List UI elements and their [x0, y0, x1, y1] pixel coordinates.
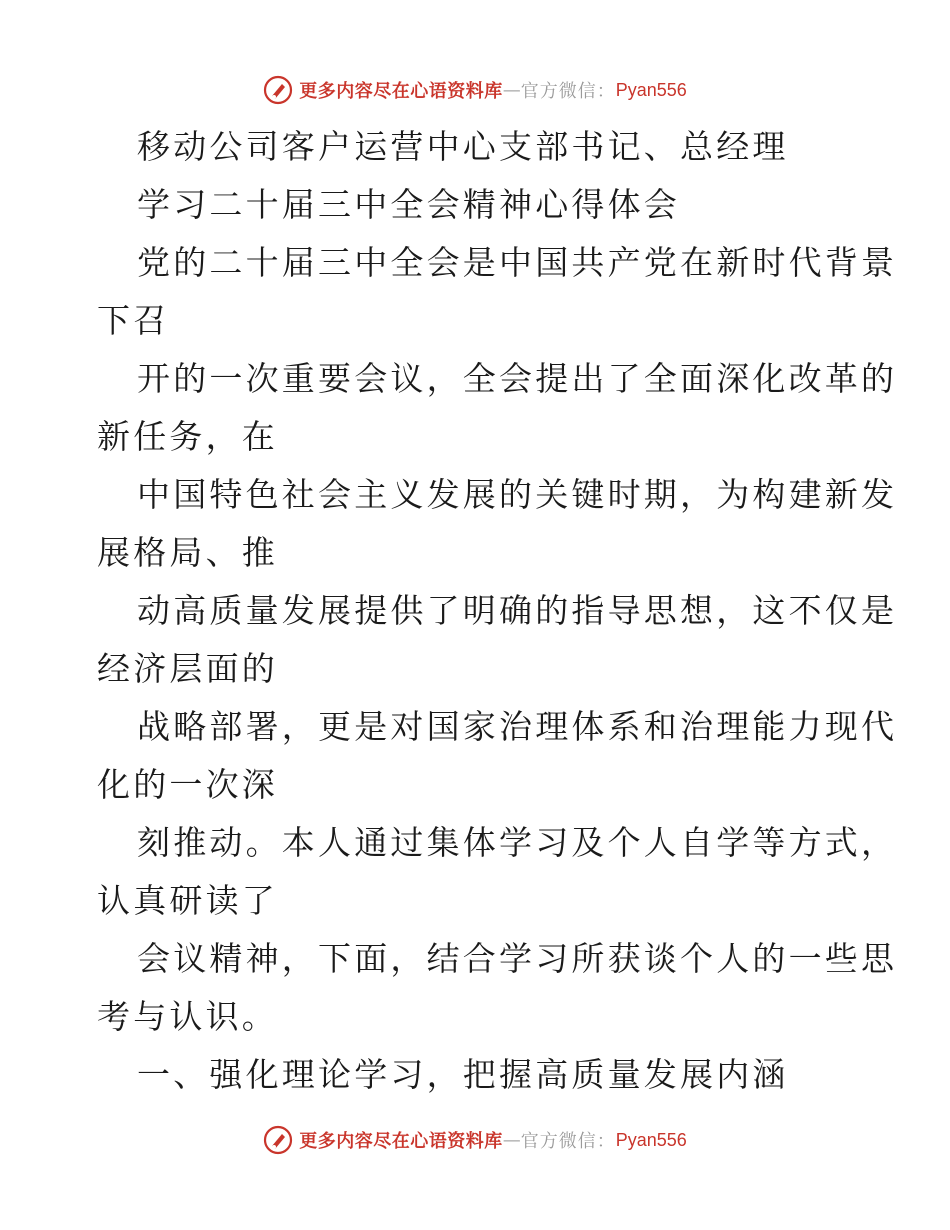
document-body	[97, 118, 898, 1104]
watermark-brand: 更多内容尽在心语资料库	[299, 1131, 503, 1152]
text-line: 考与认识。	[97, 997, 278, 1036]
text-line: 下召	[97, 301, 170, 340]
watermark-wechat-id: Pyan556	[615, 79, 687, 100]
text-line: 一、强化理论学习，把握高质量发展内涵	[137, 1055, 789, 1094]
watermark-official-label: 官方微信：	[520, 1131, 616, 1152]
text-line: 学习二十届三中全会精神心得体会	[137, 185, 680, 224]
text-line: 开的一次重要会议，全会提出了全面深化改革的	[137, 359, 898, 398]
text-line: 动高质量发展提供了明确的指导思想，这不仅是	[137, 591, 898, 630]
watermark-wechat-id: Pyan556	[615, 1129, 687, 1150]
text-line: 经济层面的	[97, 649, 278, 688]
watermark-official-label: 官方微信：	[520, 81, 616, 102]
text-line: 刻推动。本人通过集体学习及个人自学等方式，	[137, 823, 898, 862]
pen-nib-circle-icon	[263, 1125, 293, 1155]
text-line: 会议精神，下面，结合学习所获谈个人的一些思	[137, 939, 898, 978]
text-line: 党的二十届三中全会是中国共产党在新时代背景	[137, 243, 898, 282]
watermark-separator: —	[502, 1129, 521, 1151]
footer-watermark	[0, 1122, 950, 1158]
text-line: 中国特色社会主义发展的关键时期，为构建新发	[137, 475, 898, 514]
text-line: 移动公司客户运营中心支部书记、总经理	[137, 127, 789, 166]
header-watermark	[0, 72, 950, 108]
text-line: 化的一次深	[97, 765, 278, 804]
text-line: 新任务，在	[97, 417, 278, 456]
watermark-separator: —	[502, 79, 521, 101]
watermark-brand: 更多内容尽在心语资料库	[299, 81, 503, 102]
text-line: 认真研读了	[97, 881, 278, 920]
pen-nib-circle-icon	[263, 75, 293, 105]
text-line: 展格局、推	[97, 533, 278, 572]
text-line: 战略部署，更是对国家治理体系和治理能力现代	[137, 707, 898, 746]
